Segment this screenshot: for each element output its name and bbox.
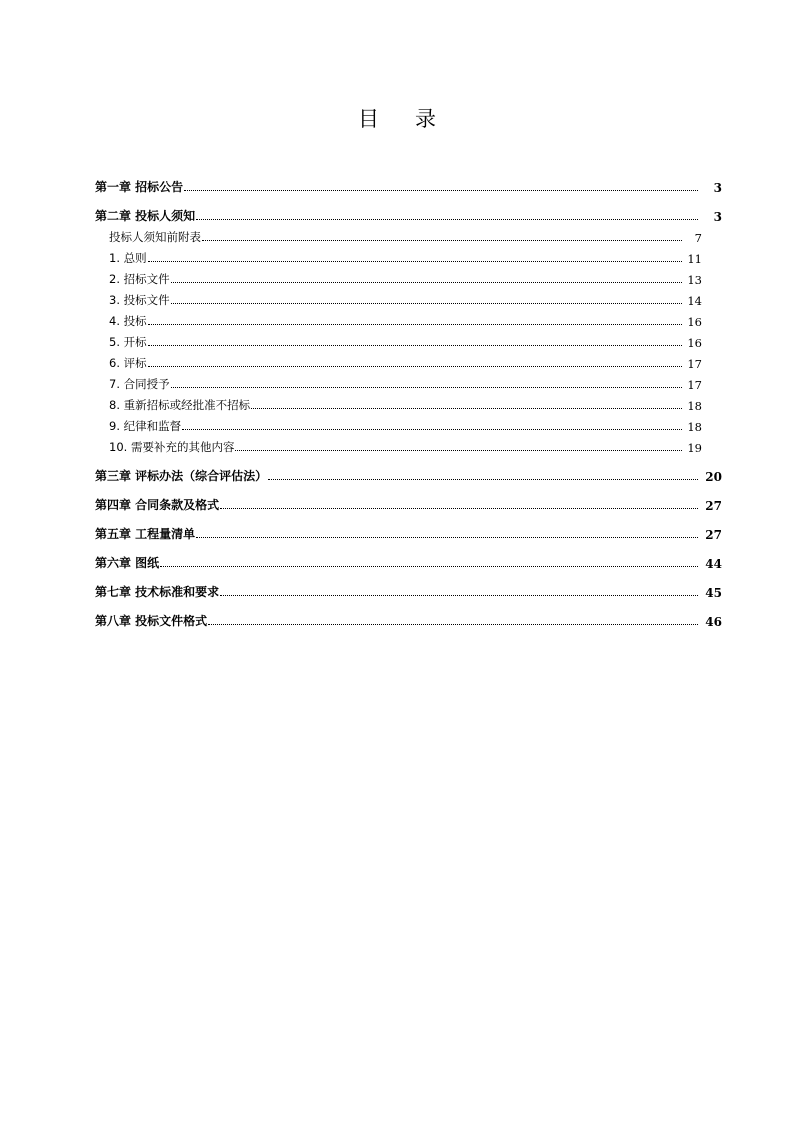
toc-section-entry[interactable] xyxy=(95,392,722,413)
toc-dot-leader xyxy=(184,190,698,191)
toc-dot-leader xyxy=(235,450,682,451)
toc-entry-label: 第八章 投标文件格式 xyxy=(95,614,208,628)
toc-entry-label: 第五章 工程量清单 xyxy=(95,527,196,541)
toc-dot-leader xyxy=(220,508,698,509)
toc-page-number: 18 xyxy=(687,399,702,413)
toc-chapter-entry[interactable] xyxy=(95,455,722,484)
toc-entry-label: 3. 投标文件 xyxy=(109,293,170,307)
toc-page-number: 16 xyxy=(687,315,702,329)
toc-entry-label: 第一章 招标公告 xyxy=(95,180,184,194)
toc-entry-label: 4. 投标 xyxy=(109,314,147,328)
toc-dot-leader xyxy=(171,387,682,388)
toc-dot-leader xyxy=(148,261,682,262)
toc-page-number: 17 xyxy=(687,357,702,371)
toc-section-entry[interactable] xyxy=(95,413,722,434)
toc-page-number: 18 xyxy=(687,420,702,434)
toc-chapter-entry[interactable] xyxy=(95,513,722,542)
toc-page-number: 19 xyxy=(687,441,702,455)
toc-dot-leader xyxy=(196,219,698,220)
toc-dot-leader xyxy=(202,240,682,241)
toc-page-number: 3 xyxy=(713,210,722,224)
toc-chapter-entry[interactable] xyxy=(95,195,722,224)
toc-section-entry[interactable] xyxy=(95,350,722,371)
page-title-char-1: 目 xyxy=(358,107,379,131)
toc-page-number: 16 xyxy=(687,336,702,350)
toc-page-number: 20 xyxy=(705,470,722,484)
page-title xyxy=(0,103,794,133)
toc-entry-label: 2. 招标文件 xyxy=(109,272,170,286)
toc-entry-label: 7. 合同授予 xyxy=(109,377,170,391)
toc-dot-leader xyxy=(182,429,682,430)
toc-section-entry[interactable] xyxy=(95,245,722,266)
toc-page-number: 3 xyxy=(713,181,722,195)
toc-dot-leader xyxy=(171,303,682,304)
toc-page-number: 45 xyxy=(705,586,722,600)
toc-entry-label: 5. 开标 xyxy=(109,335,147,349)
toc-section-entry[interactable] xyxy=(95,434,722,455)
table-of-contents xyxy=(95,166,722,629)
toc-section-entry[interactable] xyxy=(95,224,722,245)
toc-page-number: 13 xyxy=(687,273,702,287)
toc-entry-label: 第四章 合同条款及格式 xyxy=(95,498,220,512)
toc-page-number: 7 xyxy=(694,231,702,245)
toc-entry-label: 第二章 投标人须知 xyxy=(95,209,196,223)
toc-dot-leader xyxy=(251,408,682,409)
toc-dot-leader xyxy=(268,479,698,480)
toc-chapter-entry[interactable] xyxy=(95,571,722,600)
toc-dot-leader xyxy=(160,566,698,567)
toc-dot-leader xyxy=(148,366,682,367)
toc-dot-leader xyxy=(148,345,682,346)
toc-entry-label: 8. 重新招标或经批准不招标 xyxy=(109,398,251,412)
toc-entry-label: 6. 评标 xyxy=(109,356,147,370)
toc-dot-leader xyxy=(220,595,698,596)
toc-entry-label: 第六章 图纸 xyxy=(95,556,160,570)
page-title-char-2: 录 xyxy=(415,107,436,131)
toc-page-number: 44 xyxy=(705,557,722,571)
toc-entry-label: 投标人须知前附表 xyxy=(109,230,201,244)
toc-section-entry[interactable] xyxy=(95,287,722,308)
toc-section-entry[interactable] xyxy=(95,371,722,392)
toc-dot-leader xyxy=(171,282,682,283)
toc-chapter-entry[interactable] xyxy=(95,484,722,513)
toc-entry-label: 第三章 评标办法（综合评估法） xyxy=(95,469,268,483)
toc-section-entry[interactable] xyxy=(95,308,722,329)
toc-entry-label: 9. 纪律和监督 xyxy=(109,419,182,433)
toc-page-number: 11 xyxy=(687,252,702,266)
toc-chapter-entry[interactable] xyxy=(95,600,722,629)
toc-dot-leader xyxy=(208,624,698,625)
toc-section-entry[interactable] xyxy=(95,266,722,287)
toc-page-number: 27 xyxy=(705,528,722,542)
toc-entry-label: 1. 总则 xyxy=(109,251,147,265)
toc-page-number: 17 xyxy=(687,378,702,392)
toc-entry-label: 第七章 技术标准和要求 xyxy=(95,585,220,599)
toc-page-number: 14 xyxy=(687,294,702,308)
toc-chapter-entry[interactable] xyxy=(95,542,722,571)
toc-chapter-entry[interactable] xyxy=(95,166,722,195)
toc-dot-leader xyxy=(148,324,682,325)
toc-dot-leader xyxy=(196,537,698,538)
toc-entry-label: 10. 需要补充的其他内容 xyxy=(109,440,235,454)
toc-section-entry[interactable] xyxy=(95,329,722,350)
toc-page-number: 27 xyxy=(705,499,722,513)
toc-page-number: 46 xyxy=(705,615,722,629)
